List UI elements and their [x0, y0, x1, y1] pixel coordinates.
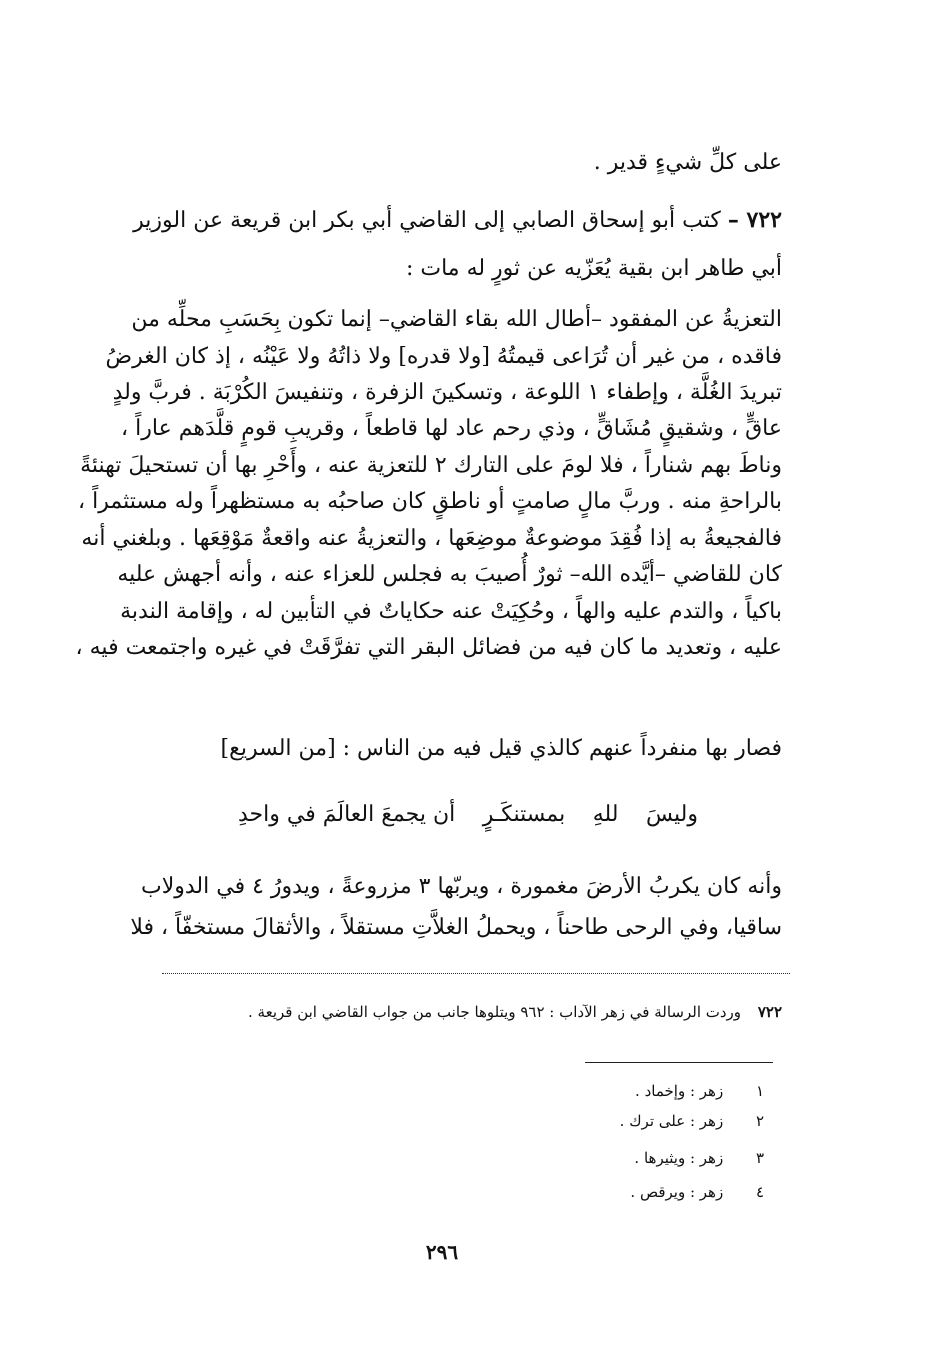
paragraph-line: تبريدَ الغُلَّة ، وإطفاء ١ اللوعة ، وتسكينَ الزفرة ، وتنفيسَ الكُرْبَة . فربَّ ولدٍ — [112, 380, 782, 405]
paragraph-line: وأنه كان يكربُ الأرضَ مغمورة ، ويربّها ٣ مزروعةً ، ويدورُ ٤ في الدولاب — [141, 874, 782, 899]
source-note — [162, 1000, 782, 1024]
footnote — [564, 1148, 764, 1168]
footnote-number: ١ — [755, 1082, 764, 1100]
paragraph-line: كان للقاضي –أيَّده الله– ثورٌ أُصيبَ به فجلس للعزاء عنه ، وأنه أجهش عليه — [117, 562, 782, 587]
verse-word: للهِ — [592, 802, 619, 827]
paragraph-line: فاقده ، من غير أن تُرَاعى قيمتُهُ [ولا قدره] ولا ذاتُهُ ولا عَيْنُه ، إذ كان الغرضُ — [105, 344, 782, 369]
paragraph-line: التعزيةُ عن المفقود –أطال الله بقاء القاضي– إنما تكون بِحَسَبِ محلِّه من — [131, 307, 782, 332]
paragraph-line: عليه ، وتعديد ما كان فيه من فضائل البقر التي تفرَّقَتْ في غيره واجتمعت فيه ، — [75, 635, 782, 660]
source-note-number: ٧٢٢ — [757, 1003, 782, 1021]
paragraph-line: وناطَ بهم شناراً ، فلا لومَ على التارك ٢ للتعزية عنه ، وأَحْرِ بها أن تستحيلَ تهنئةً — [80, 453, 782, 478]
footnote — [564, 1111, 764, 1131]
letter-heading-line-2: أبي طاهر ابن بقية يُعَزّيه عن ثورٍ له مات : — [405, 256, 782, 281]
heading-text: كتب أبو إسحاق الصابي إلى القاضي أبي بكر ابن قريعة عن الوزير — [133, 208, 721, 233]
paragraph-line: عاقٍّ ، وشقيقٍ مُشَاقٍّ ، وذي رحم عاد لها قاطعاً ، وقريبِ قومٍ قلَّدَهم عاراً ، — [121, 416, 782, 441]
paragraph-line: ساقيا، وفي الرحى طاحناً ، ويحملُ الغلاَّتِ مستقلاً ، والأثقالَ مستخفّاً ، فلا — [130, 915, 782, 940]
footnote-number: ٣ — [755, 1149, 764, 1167]
opening-line: على كلِّ شيءٍ قدير . — [593, 150, 782, 175]
footnote — [564, 1182, 764, 1202]
footnote-text: زهر : ويثيرها . — [634, 1149, 724, 1167]
footnote-text: زهر : على ترك . — [619, 1112, 724, 1130]
footnote-text: زهر : ويرقص . — [630, 1183, 724, 1201]
verse-word: بمستنكَـرٍ — [482, 802, 566, 827]
source-note-text: وردت الرسالة في زهر الآداب : ٩٦٢ ويتلوها جانب من جواب القاضي ابن قريعة . — [248, 1003, 742, 1021]
dotted-divider — [162, 973, 790, 974]
verse-hemistich: أن يجمعَ العالَمَ في واحدِ — [238, 802, 456, 827]
footnote-text: زهر : وإخماد . — [635, 1082, 724, 1100]
footnote-number: ٢ — [755, 1112, 764, 1130]
paragraph-line: باكياً ، والتدم عليه والهاً ، وحُكِيَتْ عنه حكاياتٌ في التأبين له ، وإقامة الندبة — [120, 599, 782, 624]
verse-word: وليسَ — [645, 802, 698, 827]
footnote-number: ٤ — [755, 1183, 764, 1201]
poetry-verse — [238, 798, 698, 832]
footnote — [564, 1081, 764, 1101]
page-number: ٢٩٦ — [425, 1240, 459, 1264]
entry-number: ٧٢٢ – — [727, 207, 782, 233]
paragraph-line: بالراحةِ منه . وربَّ مالٍ صامتٍ أو ناطقٍ كان صاحبُه به مستظهراً وله مستثمراً ، — [78, 489, 782, 514]
paragraph-line: فصار بها منفرداً عنهم كالذي قيل فيه من الناس : [من السريع] — [220, 736, 782, 761]
letter-heading-line-1 — [133, 205, 782, 236]
paragraph-line: فالفجيعةُ به إذا فُقِدَ موضوعةٌ موضِعَها ، والتعزيةُ عنه واقعةٌ مَوْقِعَها . وبلغني أنه — [81, 526, 782, 551]
footnote-divider — [585, 1062, 773, 1063]
